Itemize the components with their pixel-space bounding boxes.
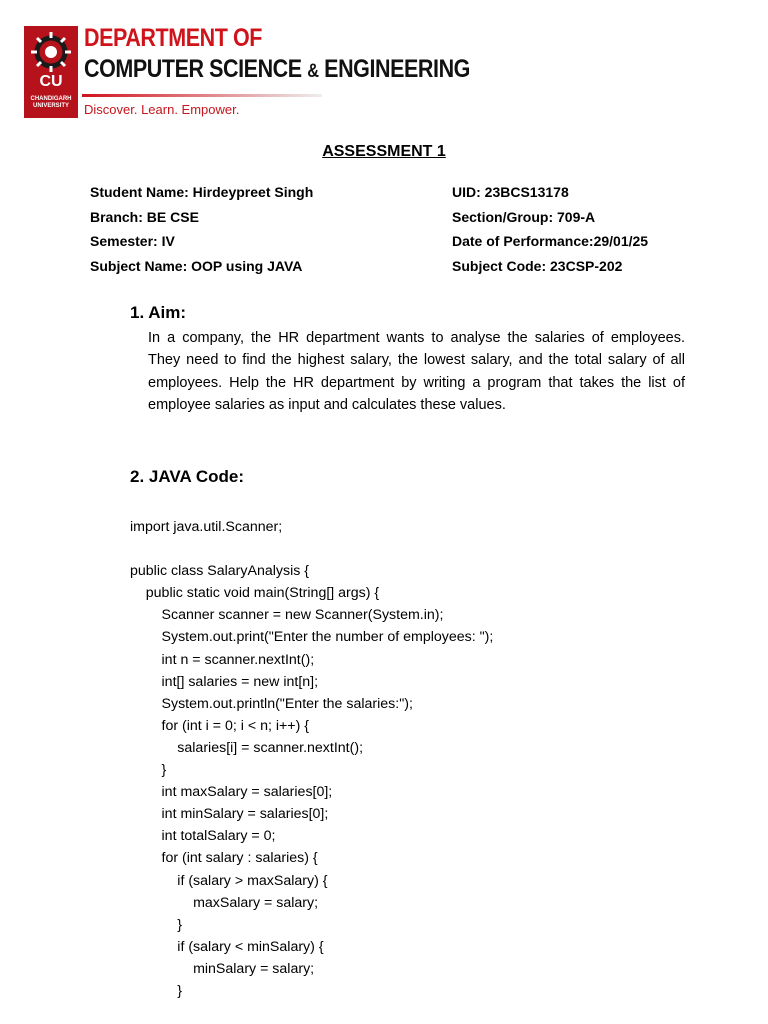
- code-line: }: [130, 916, 183, 933]
- code-line: minSalary = salary;: [130, 960, 315, 977]
- code-line: int maxSalary = salaries[0];: [130, 784, 333, 801]
- dept-line2-part-a: COMPUTER SCIENCE: [84, 55, 308, 83]
- code-line: }: [130, 982, 183, 999]
- code-line: int minSalary = salaries[0];: [130, 806, 329, 823]
- tagline: Discover. Learn. Empower.: [84, 102, 240, 117]
- code-line: maxSalary = salary;: [130, 894, 319, 911]
- dept-line2-part-b: ENGINEERING: [318, 55, 470, 83]
- section-group: Section/Group: 709-A: [452, 208, 596, 225]
- department-title-line1: DEPARTMENT OF: [84, 24, 262, 52]
- student-info-right: [452, 180, 648, 279]
- university-logo: [24, 26, 78, 118]
- page-header: [24, 24, 470, 124]
- code-line: for (int i = 0; i < n; i++) {: [130, 717, 309, 734]
- dept-line2-ampersand: &: [307, 61, 319, 82]
- assessment-title: [0, 143, 768, 161]
- code-line: import java.util.Scanner;: [130, 519, 283, 535]
- code-line: public class SalaryAnalysis {: [130, 563, 309, 580]
- code-line: [130, 538, 493, 560]
- assessment-title-text: ASSESSMENT 1: [322, 143, 446, 160]
- code-line: }: [130, 762, 167, 779]
- uid: UID: 23BCS13178: [452, 184, 569, 200]
- aim-heading: 1. Aim:: [130, 303, 187, 322]
- department-title-line2: [84, 55, 470, 84]
- student-name: Student Name: Hirdeypreet Singh: [90, 184, 314, 200]
- gear-wheel-icon: [29, 30, 73, 74]
- tagline-divider: [82, 94, 322, 97]
- code-line: System.out.print("Enter the number of employees: ");: [130, 629, 494, 646]
- code-line: int n = scanner.nextInt();: [130, 651, 315, 668]
- code-line: if (salary > maxSalary) {: [130, 872, 328, 889]
- subject-code: Subject Code: 23CSP-202: [452, 258, 623, 275]
- aim-text: In a company, the HR department wants to analyse the salaries of employees. They need to find the highest salary, the lowest salary, and the total salary of all employees. Help the HR department by writing a program that takes the list of employee salaries as input and calculates these values.: [148, 330, 685, 413]
- student-info-left: [90, 180, 313, 279]
- code-line: public static void main(String[] args) {: [130, 585, 380, 602]
- logo-university-text: CHANDIGARH UNIVERSITY: [30, 96, 72, 109]
- code-line: salaries[i] = scanner.nextInt();: [130, 739, 364, 756]
- code-line: System.out.println("Enter the salaries:");: [130, 695, 413, 712]
- branch: Branch: BE CSE: [90, 208, 199, 225]
- code-line: int totalSalary = 0;: [130, 828, 276, 845]
- code-block: [130, 516, 493, 1002]
- code-line: for (int salary : salaries) {: [130, 850, 318, 867]
- code-line: Scanner scanner = new Scanner(System.in);: [130, 607, 444, 624]
- logo-cu-text: CU: [39, 73, 63, 90]
- code-heading: 2. JAVA Code:: [130, 467, 244, 486]
- code-line: if (salary < minSalary) {: [130, 938, 324, 955]
- code-line: int[] salaries = new int[n];: [130, 673, 319, 690]
- date-of-performance: Date of Performance:29/01/25: [452, 233, 649, 250]
- subject-name: Subject Name: OOP using JAVA: [90, 258, 303, 275]
- semester: Semester: IV: [90, 233, 175, 250]
